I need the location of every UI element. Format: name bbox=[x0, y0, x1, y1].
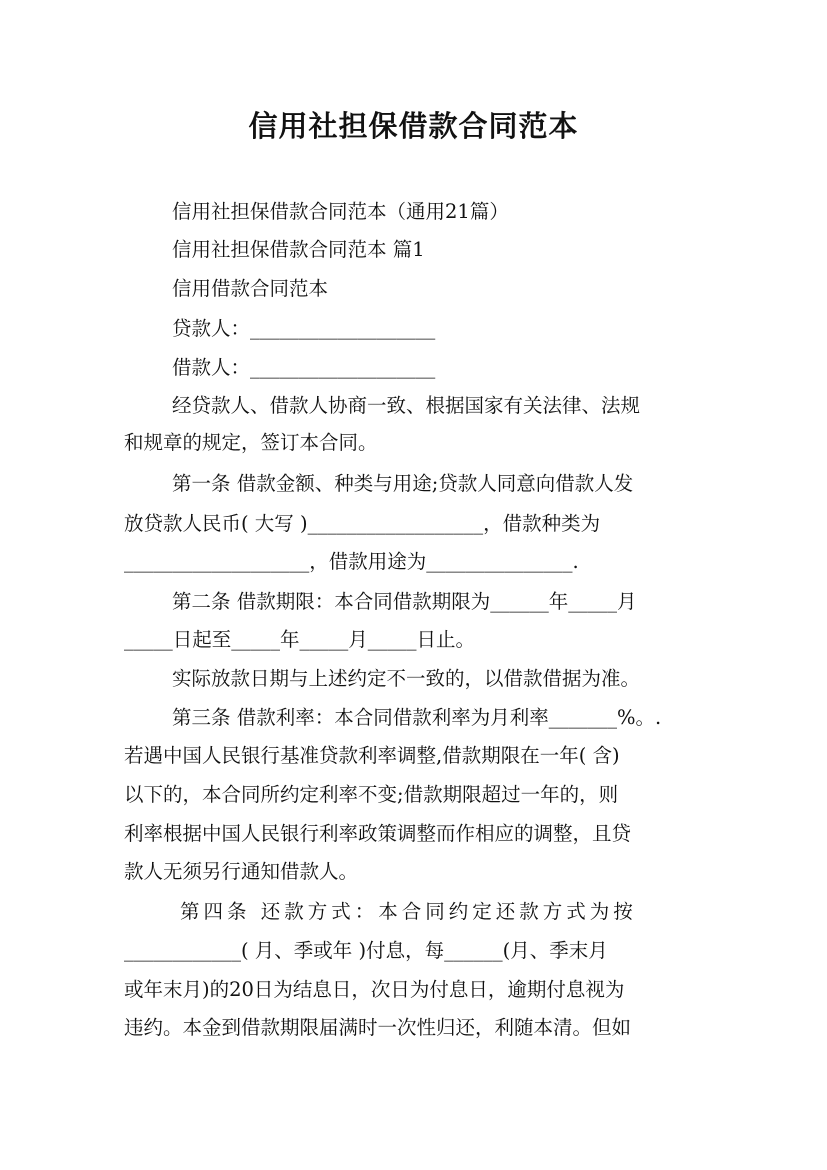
paragraph-line: 实际放款日期与上述约定不一致的，以借款借据为准。 bbox=[172, 667, 641, 690]
contract-name: 信用借款合同范本 bbox=[172, 277, 329, 300]
article-1-line: ___________________，借款用途为_______________. bbox=[124, 550, 579, 573]
document-title: 信用社担保借款合同范本 bbox=[248, 109, 579, 143]
article-1-line: 放贷款人民币( 大写 )__________________，借款种类为 bbox=[124, 512, 601, 535]
paragraph-line: 经贷款人、借款人协商一致、根据国家有关法律、法规 bbox=[172, 394, 641, 417]
article-2-line: _____日起至_____年_____月_____日止。 bbox=[124, 628, 476, 651]
article-4-line: 违约。本金到借款期限届满时一次性归还，利随本清。但如 bbox=[124, 1016, 632, 1039]
article-4-line: 第四条 还款方式：本合同约定还款方式为按 bbox=[180, 900, 637, 923]
article-3-line: 利率根据中国人民银行利率政策调整而作相应的调整，且贷 bbox=[124, 822, 632, 845]
article-3-line: 第三条 借款利率：本合同借款利率为月利率_______%。. bbox=[172, 706, 662, 729]
article-3-line: 款人无须另行通知借款人。 bbox=[124, 860, 359, 883]
article-3-line: 若遇中国人民银行基准贷款利率调整,借款期限在一年( 含) bbox=[124, 744, 620, 767]
article-1-line: 第一条 借款金额、种类与用途;贷款人同意向借款人发 bbox=[172, 472, 634, 495]
section-heading: 信用社担保借款合同范本 篇1 bbox=[172, 238, 425, 261]
lender-field: 贷款人：___________________ bbox=[172, 317, 436, 340]
article-4-line: 或年末月)的20日为结息日，次日为付息日，逾期付息视为 bbox=[124, 978, 625, 1001]
subtitle-line: 信用社担保借款合同范本（通用21篇） bbox=[172, 200, 509, 223]
article-3-line: 以下的，本合同所约定利率不变;借款期限超过一年的，则 bbox=[124, 783, 619, 806]
borrower-field: 借款人：___________________ bbox=[172, 356, 436, 379]
article-4-line: ____________( 月、季或年 )付息，每______(月、季末月 bbox=[124, 939, 608, 962]
paragraph-line: 和规章的规定，签订本合同。 bbox=[124, 431, 378, 454]
article-2-line: 第二条 借款期限：本合同借款期限为______年_____月 bbox=[172, 590, 637, 613]
